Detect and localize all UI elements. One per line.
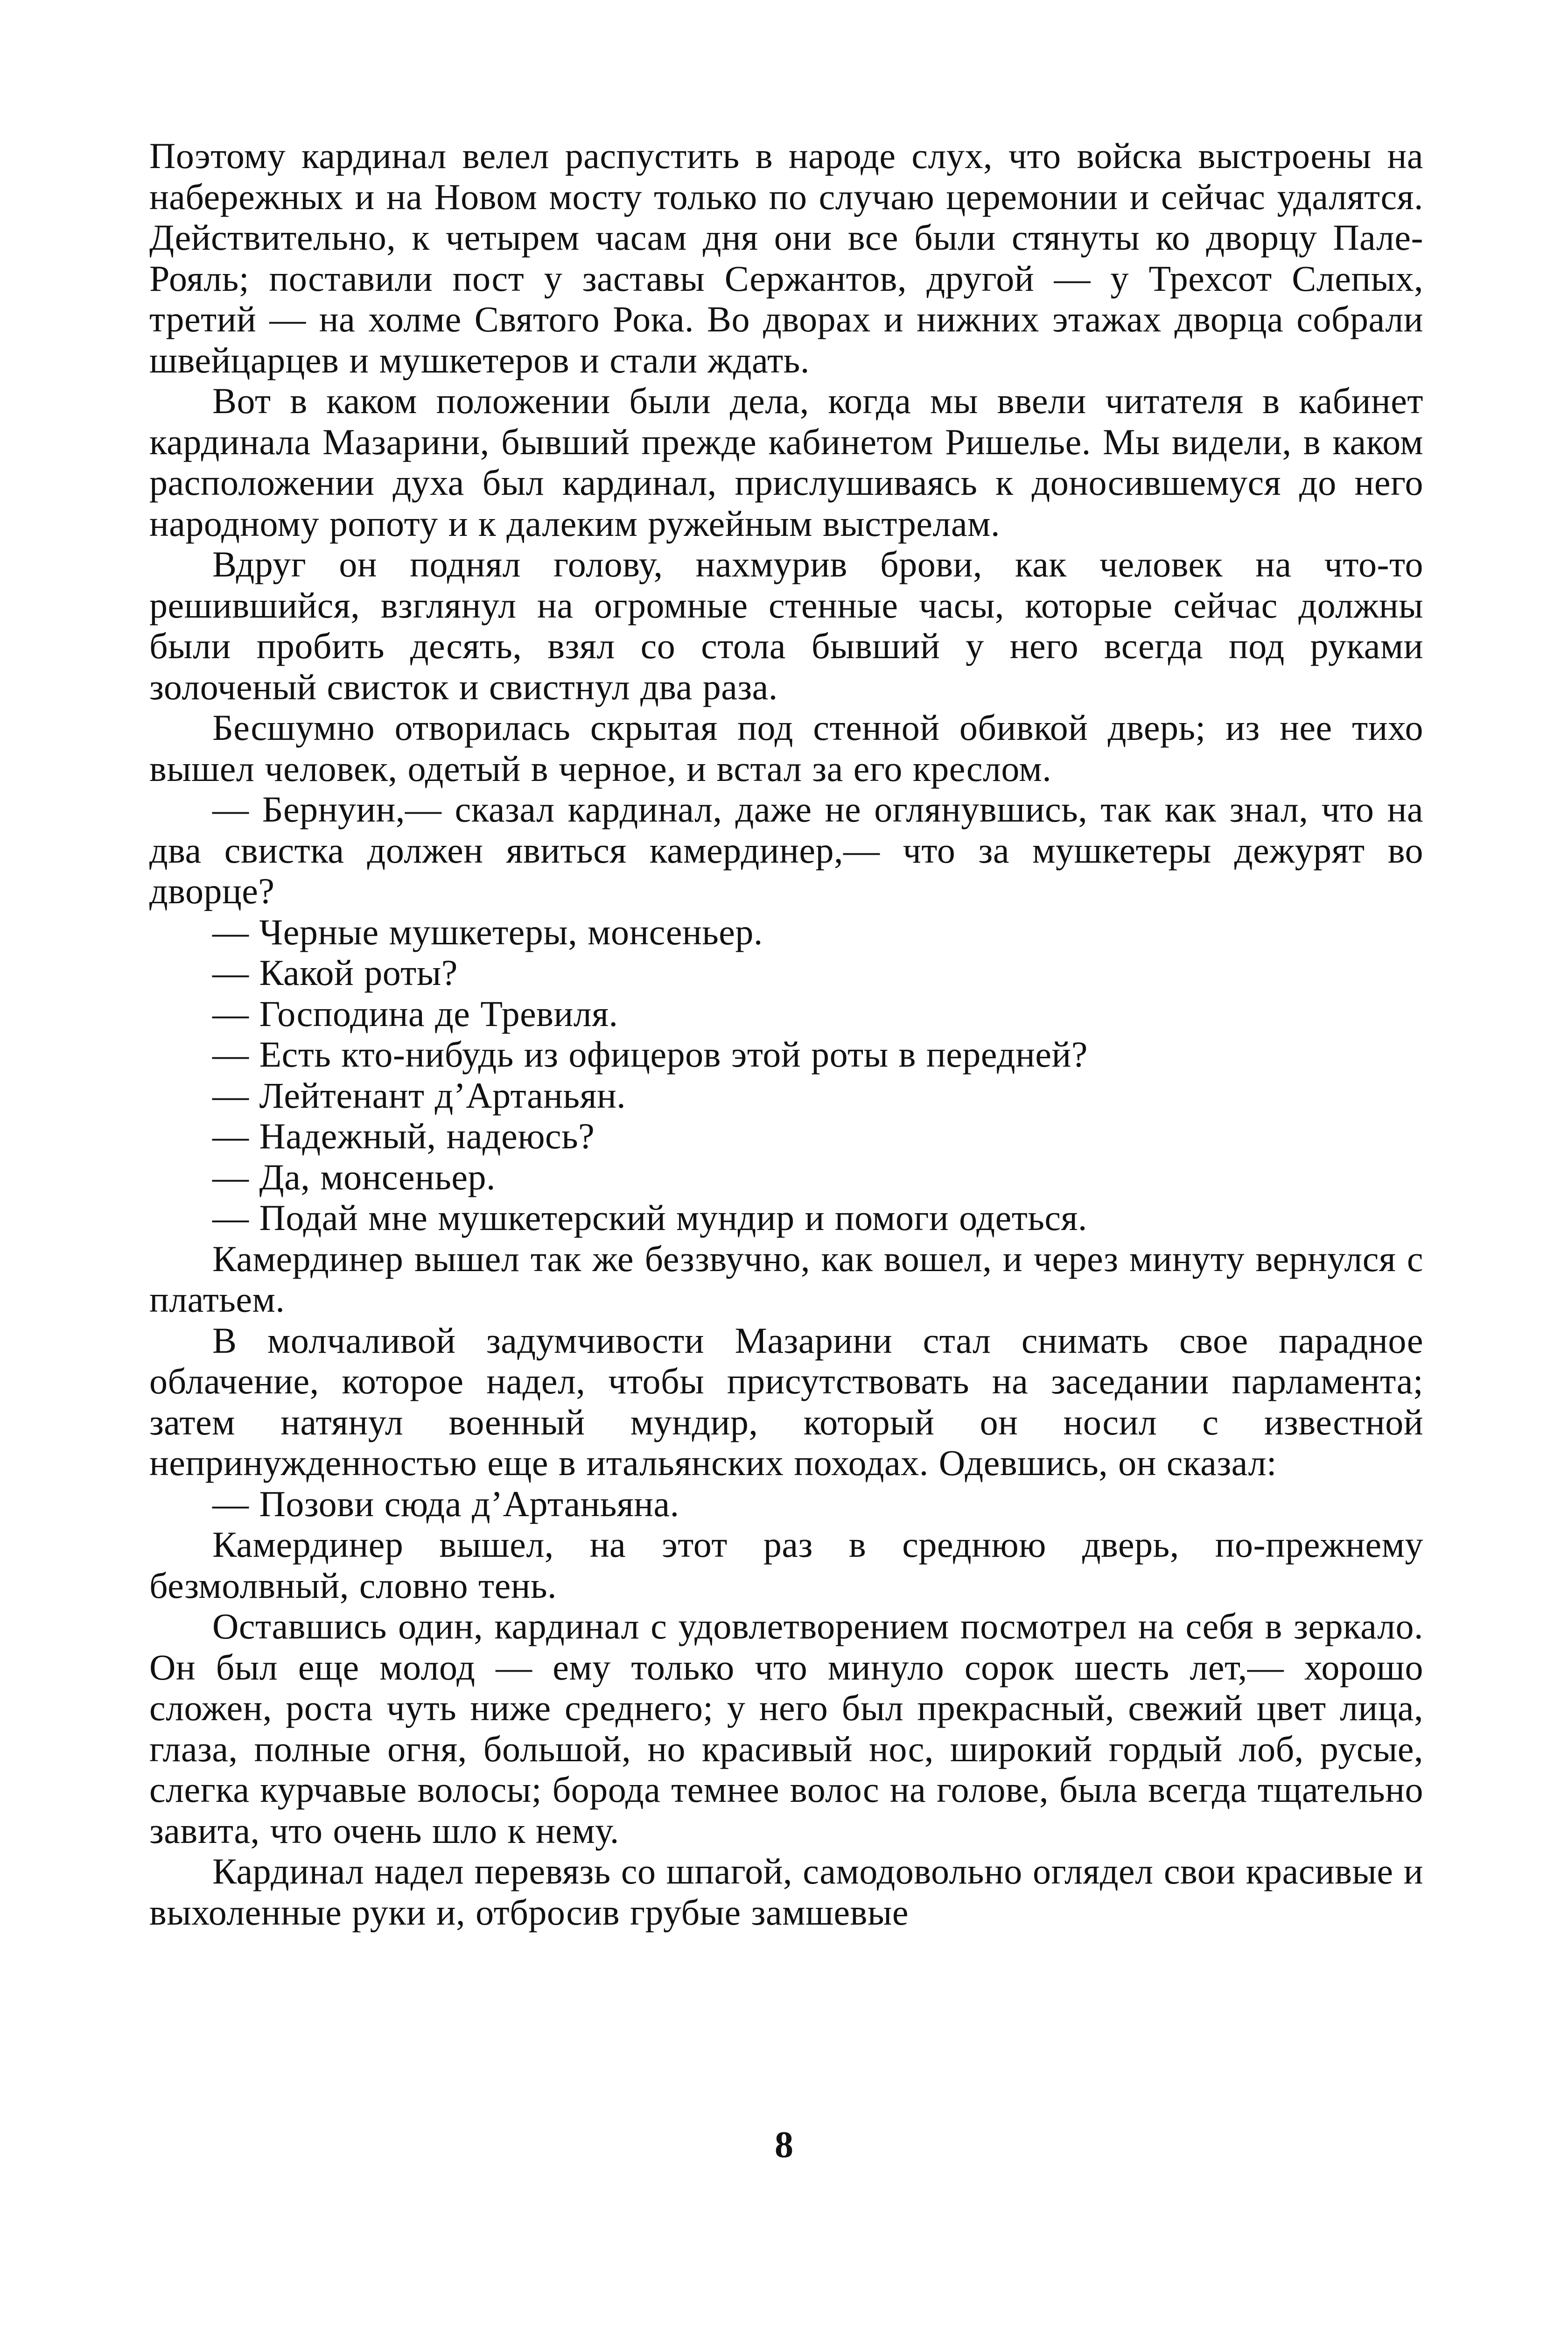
paragraph-7: Камердинер вышел, на этот раз в среднюю дверь, по-прежнему безмолвный, словно тень.	[149, 1524, 1423, 1606]
dialogue-line-9: — Подай мне мушкетерский мундир и помоги одеться.	[212, 1197, 1087, 1238]
paragraph-6: В молчаливой задумчивости Мазарини стал снимать свое парадное облачение, которое надел, чтобы присутствовать на заседании парламента; затем натянул военный мундир, который он носил с известной непринужденностью еще в итальянских походах. Одевшись, он сказал:	[149, 1320, 1423, 1483]
dialogue-line-5: — Есть кто-нибудь из офицеров этой роты в передней?	[212, 1034, 1088, 1075]
dialogue-line-10: — Позови сюда д’Артаньяна.	[212, 1483, 679, 1524]
dialogue-line-3: — Какой роты?	[212, 952, 458, 993]
dialogue-line-2: — Черные мушкетеры, монсеньер.	[212, 911, 763, 952]
paragraph-9: Кардинал надел перевязь со шпагой, самодовольно оглядел свои красивые и выхоленные руки и, отбросив грубые замшевые	[149, 1851, 1423, 1933]
dialogue-line-8: — Да, монсеньер.	[212, 1156, 496, 1197]
dialogue-line-4: — Господина де Тревиля.	[212, 993, 618, 1034]
paragraph-2: Вот в каком положении были дела, когда мы ввели читателя в кабинет кардинала Мазарини, бывший прежде кабинетом Ришелье. Мы видели, в каком расположении духа был кардинал, прислушиваясь к доносившемуся до него народному ропоту и к далеким ружейным выстрелам.	[149, 380, 1423, 544]
paragraph-4: Бесшумно отворилась скрытая под стенной обивкой дверь; из нее тихо вышел человек, одетый в черное, и встал за его креслом.	[149, 707, 1423, 789]
dialogue-line-7: — Надежный, надеюсь?	[212, 1116, 595, 1156]
paragraph-8: Оставшись один, кардинал с удовлетворением посмотрел на себя в зеркало. Он был еще молод — ему только что минуло сорок шесть лет,— хорошо сложен, роста чуть ниже среднего; у него был прекрасный, свежий цвет лица, глаза, полные огня, большой, но красивый нос, широкий гордый лоб, русые, слегка курчавые волосы; борода темнее волос на голове, была всегда тщательно завита, что очень шло к нему.	[149, 1606, 1423, 1851]
dialogue-line-1: — Бернуин,— сказал кардинал, даже не оглянувшись, так как знал, что на два свистка должен явиться камердинер,— что за мушкетеры дежурят во дворце?	[149, 789, 1423, 911]
dialogue-line-6: — Лейтенант д’Артаньян.	[212, 1075, 626, 1116]
page-text-column	[149, 135, 1423, 1933]
paragraph-1: Поэтому кардинал велел распустить в народе слух, что войска выстроены на набережных и на Новом мосту только по случаю церемонии и сейчас удалятся. Действительно, к четырем часам дня они все были стянуты ко дворцу Пале-Рояль; поставили пост у заставы Сержантов, другой — у Трехсот Слепых, третий — на холме Святого Рока. Во дворах и нижних этажах дворца собрали швейцарцев и мушкетеров и стали ждать.	[149, 135, 1423, 380]
paragraph-3: Вдруг он поднял голову, нахмурив брови, как человек на что-то решившийся, взглянул на огромные стенные часы, которые сейчас должны были пробить десять, взял со стола бывший у него всегда под руками золоченый свисток и свистнул два раза.	[149, 544, 1423, 707]
paragraph-5: Камердинер вышел так же беззвучно, как вошел, и через минуту вернулся с платьем.	[149, 1238, 1423, 1320]
page-number: 8	[775, 2124, 793, 2165]
